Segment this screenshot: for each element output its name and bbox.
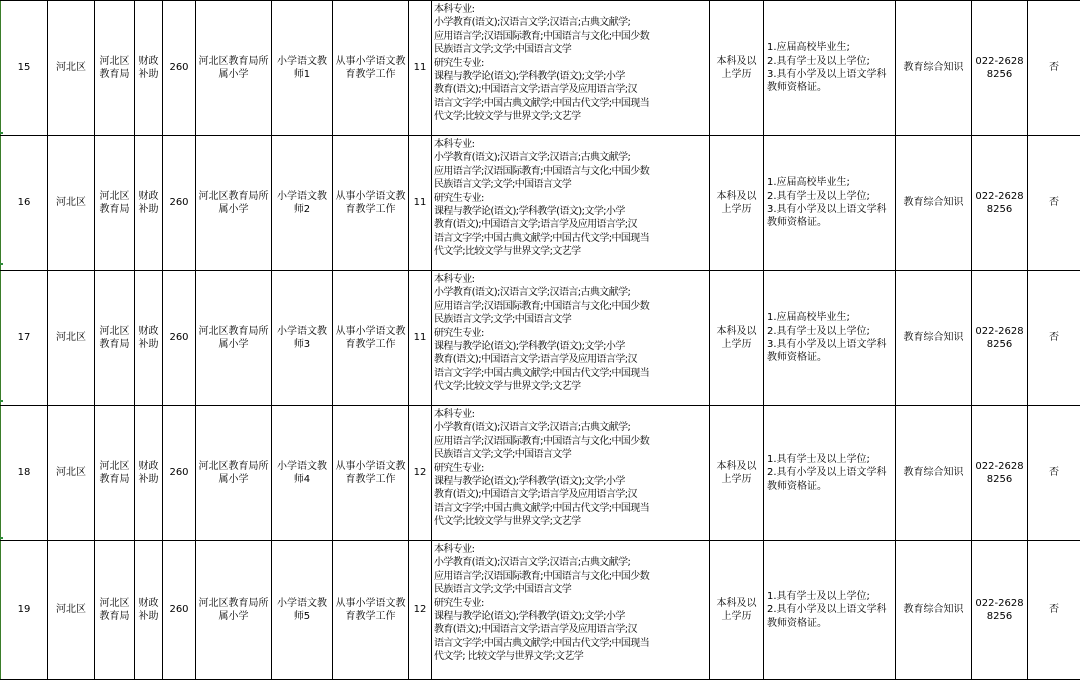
cell-contact-phone: 022-26288256	[972, 406, 1028, 541]
cell-other-requirements	[764, 541, 896, 680]
cell-employer: 河北区教育局所属小学	[196, 1, 272, 136]
cell-education: 本科及以上学历	[710, 136, 764, 271]
requirement-line: 3.具有小学及以上语文学科教师资格证。	[767, 203, 892, 230]
requirement-line: 2.具有学士及以上学位;	[767, 190, 892, 203]
cell-major-requirements	[432, 136, 710, 271]
cell-other: 否	[1028, 406, 1080, 541]
cell-department: 河北区教育局	[95, 136, 135, 271]
cell-funding-type: 财政补助	[135, 406, 163, 541]
cell-department: 河北区教育局	[95, 1, 135, 136]
cell-unit-code: 260	[163, 271, 196, 406]
cell-exam-subject: 教育综合知识	[896, 541, 972, 680]
major-line: 语言文字学;中国古典文献学;中国古代文学;中国现当	[434, 637, 708, 650]
major-line: 课程与教学论(语文);学科教学(语文);文学;小学	[434, 205, 708, 218]
major-line: 代文学;比较文学与世界文学;文艺学	[434, 380, 708, 393]
major-line: 教育(语文);中国语言文学;语言学及应用语言学;汉	[434, 353, 708, 366]
major-line: 课程与教学论(语文);学科教学(语文);文学;小学	[434, 610, 708, 623]
cell-funding-type: 财政补助	[135, 136, 163, 271]
major-line: 教育(语文);中国语言文学;语言学及应用语言学;汉	[434, 488, 708, 501]
cell-position-name: 小学语文教师5	[272, 541, 333, 680]
cell-hiring-count: 11	[409, 271, 432, 406]
cell-contact-phone: 022-26288256	[972, 1, 1028, 136]
cell-exam-subject: 教育综合知识	[896, 406, 972, 541]
major-line: 研究生专业:	[434, 57, 708, 70]
cell-serial-number: 15	[1, 1, 48, 136]
cell-hiring-count: 12	[409, 541, 432, 680]
cell-other: 否	[1028, 541, 1080, 680]
requirement-line: 3.具有小学及以上语文学科教师资格证。	[767, 68, 892, 95]
cell-major-requirements	[432, 541, 710, 680]
cell-job-duty: 从事小学语文教育教学工作	[333, 1, 409, 136]
cell-contact-phone: 022-26288256	[972, 136, 1028, 271]
major-line: 应用语言学;汉语国际教育;中国语言与文化;中国少数	[434, 300, 708, 313]
table-row	[1, 541, 1080, 680]
major-line: 小学教育(语文);汉语言文学;汉语言;古典文献学;	[434, 556, 708, 569]
major-line: 课程与教学论(语文);学科教学(语文);文学;小学	[434, 70, 708, 83]
requirement-line: 2.具有学士及以上学位;	[767, 325, 892, 338]
major-line: 代文学; 比较文学与世界文学;文艺学	[434, 650, 708, 663]
cell-job-duty: 从事小学语文教育教学工作	[333, 406, 409, 541]
cell-employer: 河北区教育局所属小学	[196, 541, 272, 680]
major-line: 研究生专业:	[434, 327, 708, 340]
requirement-line: 1.应届高校毕业生;	[767, 41, 892, 54]
major-line: 研究生专业:	[434, 462, 708, 475]
requirement-line: 1.应届高校毕业生;	[767, 176, 892, 189]
cell-other-requirements	[764, 136, 896, 271]
major-line: 小学教育(语文);汉语言文学;汉语言;古典文献学;	[434, 151, 708, 164]
table-row	[1, 1, 1080, 136]
cell-education: 本科及以上学历	[710, 406, 764, 541]
row-marker	[0, 263, 3, 265]
cell-employer: 河北区教育局所属小学	[196, 271, 272, 406]
cell-department: 河北区教育局	[95, 271, 135, 406]
cell-serial-number: 16	[1, 136, 48, 271]
cell-other-requirements	[764, 406, 896, 541]
requirement-line: 1.具有学士及以上学位;	[767, 453, 892, 466]
cell-position-name: 小学语文教师2	[272, 136, 333, 271]
major-line: 语言文字学;中国古典文献学;中国古代文学;中国现当	[434, 232, 708, 245]
major-line: 代文学;比较文学与世界文学;文艺学	[434, 515, 708, 528]
cell-district: 河北区	[48, 406, 95, 541]
major-line: 民族语言文学;文学;中国语言文学	[434, 583, 708, 596]
requirement-line: 1.应届高校毕业生;	[767, 311, 892, 324]
cell-funding-type: 财政补助	[135, 271, 163, 406]
table-row	[1, 406, 1080, 541]
major-line: 代文学;比较文学与世界文学;文艺学	[434, 110, 708, 123]
major-line: 课程与教学论(语文);学科教学(语文);文学;小学	[434, 340, 708, 353]
major-line: 民族语言文学;文学;中国语言文学	[434, 313, 708, 326]
cell-district: 河北区	[48, 541, 95, 680]
row-marker	[0, 537, 3, 539]
major-line: 语言文字学;中国古典文献学;中国古代文学;中国现当	[434, 97, 708, 110]
major-line: 语言文字学;中国古典文献学;中国古代文学;中国现当	[434, 502, 708, 515]
cell-unit-code: 260	[163, 406, 196, 541]
cell-job-duty: 从事小学语文教育教学工作	[333, 136, 409, 271]
cell-exam-subject: 教育综合知识	[896, 271, 972, 406]
requirement-line: 2.具有小学及以上语文学科教师资格证。	[767, 466, 892, 493]
cell-district: 河北区	[48, 1, 95, 136]
major-line: 本科专业:	[434, 408, 708, 421]
major-line: 小学教育(语文);汉语言文学;汉语言;古典文献学;	[434, 421, 708, 434]
cell-employer: 河北区教育局所属小学	[196, 406, 272, 541]
cell-position-name: 小学语文教师3	[272, 271, 333, 406]
cell-other: 否	[1028, 271, 1080, 406]
major-line: 代文学;比较文学与世界文学;文艺学	[434, 245, 708, 258]
cell-exam-subject: 教育综合知识	[896, 136, 972, 271]
cell-unit-code: 260	[163, 541, 196, 680]
cell-contact-phone: 022-26288256	[972, 541, 1028, 680]
cell-major-requirements	[432, 406, 710, 541]
major-line: 小学教育(语文);汉语言文学;汉语言;古典文献学;	[434, 286, 708, 299]
major-line: 应用语言学;汉语国际教育;中国语言与文化;中国少数	[434, 165, 708, 178]
cell-position-name: 小学语文教师1	[272, 1, 333, 136]
cell-serial-number: 17	[1, 271, 48, 406]
major-line: 民族语言文学;文学;中国语言文学	[434, 43, 708, 56]
cell-district: 河北区	[48, 136, 95, 271]
cell-employer: 河北区教育局所属小学	[196, 136, 272, 271]
cell-hiring-count: 12	[409, 406, 432, 541]
major-line: 本科专业:	[434, 543, 708, 556]
row-marker	[0, 132, 3, 134]
cell-major-requirements	[432, 271, 710, 406]
major-line: 民族语言文学;文学;中国语言文学	[434, 178, 708, 191]
major-line: 教育(语文);中国语言文学;语言学及应用语言学;汉	[434, 623, 708, 636]
cell-other-requirements	[764, 1, 896, 136]
major-line: 应用语言学;汉语国际教育;中国语言与文化;中国少数	[434, 435, 708, 448]
cell-major-requirements	[432, 1, 710, 136]
major-line: 应用语言学;汉语国际教育;中国语言与文化;中国少数	[434, 570, 708, 583]
major-line: 教育(语文);中国语言文学;语言学及应用语言学;汉	[434, 218, 708, 231]
cell-hiring-count: 11	[409, 1, 432, 136]
table-row	[1, 136, 1080, 271]
requirement-line: 1.具有学士及以上学位;	[767, 590, 892, 603]
major-line: 研究生专业:	[434, 597, 708, 610]
table-body	[1, 1, 1080, 680]
cell-exam-subject: 教育综合知识	[896, 1, 972, 136]
cell-department: 河北区教育局	[95, 541, 135, 680]
cell-serial-number: 19	[1, 541, 48, 680]
cell-education: 本科及以上学历	[710, 271, 764, 406]
cell-unit-code: 260	[163, 1, 196, 136]
cell-other: 否	[1028, 1, 1080, 136]
cell-contact-phone: 022-26288256	[972, 271, 1028, 406]
major-line: 教育(语文);中国语言文学;语言学及应用语言学;汉	[434, 83, 708, 96]
cell-department: 河北区教育局	[95, 406, 135, 541]
major-line: 研究生专业:	[434, 192, 708, 205]
cell-other: 否	[1028, 136, 1080, 271]
cell-position-name: 小学语文教师4	[272, 406, 333, 541]
requirement-line: 2.具有学士及以上学位;	[767, 55, 892, 68]
major-line: 本科专业:	[434, 273, 708, 286]
requirement-line: 2.具有小学及以上语文学科教师资格证。	[767, 603, 892, 630]
cell-district: 河北区	[48, 271, 95, 406]
cell-hiring-count: 11	[409, 136, 432, 271]
cell-funding-type: 财政补助	[135, 541, 163, 680]
cell-funding-type: 财政补助	[135, 1, 163, 136]
major-line: 应用语言学;汉语国际教育;中国语言与文化;中国少数	[434, 30, 708, 43]
cell-other-requirements	[764, 271, 896, 406]
major-line: 语言文字学;中国古典文献学;中国古代文学;中国现当	[434, 367, 708, 380]
major-line: 课程与教学论(语文);学科教学(语文);文学;小学	[434, 475, 708, 488]
cell-unit-code: 260	[163, 136, 196, 271]
cell-education: 本科及以上学历	[710, 1, 764, 136]
major-line: 民族语言文学;文学;中国语言文学	[434, 448, 708, 461]
row-marker	[0, 400, 3, 402]
cell-job-duty: 从事小学语文教育教学工作	[333, 271, 409, 406]
major-line: 本科专业:	[434, 3, 708, 16]
table-row	[1, 271, 1080, 406]
major-line: 本科专业:	[434, 138, 708, 151]
cell-serial-number: 18	[1, 406, 48, 541]
requirement-line: 3.具有小学及以上语文学科教师资格证。	[767, 338, 892, 365]
cell-job-duty: 从事小学语文教育教学工作	[333, 541, 409, 680]
cell-education: 本科及以上学历	[710, 541, 764, 680]
major-line: 小学教育(语文);汉语言文学;汉语言;古典文献学;	[434, 16, 708, 29]
